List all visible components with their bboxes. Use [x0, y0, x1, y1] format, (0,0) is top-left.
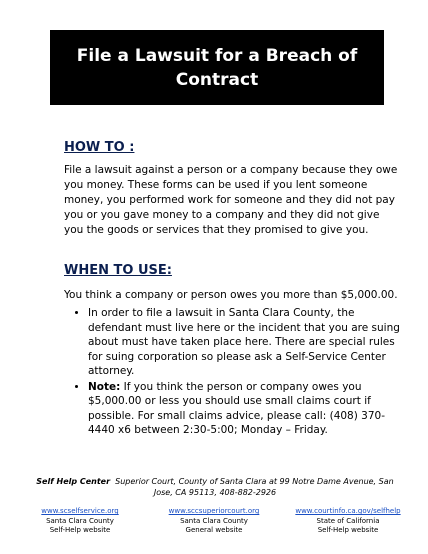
- footer-link-col-2: [149, 507, 279, 536]
- footer-link-sccsuperiorcourt[interactable]: www.sccsuperiorcourt.org: [168, 507, 260, 515]
- when-to-use-intro: You think a company or person owes you more than $5,000.00.: [64, 289, 398, 301]
- footer-link-desc-3b: Self-Help website: [317, 526, 379, 534]
- list-item: • In order to file a lawsuit in Santa Clara County, the defendant must live here or the incident that you are suing about must have taken place here. There are special rules for suing corporation so please ask a Self-Service Center attorney.: [88, 306, 404, 379]
- footer-link-desc-2: Santa Clara County: [180, 516, 248, 525]
- footer-address-block: [30, 476, 400, 498]
- footer-link-desc-1b: Self-Help website: [49, 526, 111, 534]
- when-to-use-list: [64, 306, 404, 439]
- page-title-box: [50, 30, 384, 105]
- how-to-body: File a lawsuit against a person or a company because they owe you money. These forms can be used if you lent someone money, you performed work for someone and they did not pay you or you gave money to a company and they did not give you the goods or services that they promised to give you.: [64, 164, 398, 236]
- list-item-note: [88, 380, 404, 438]
- footer-link-scselfservice[interactable]: www.scselfservice.org: [41, 507, 119, 515]
- when-to-use-heading: WHEN TO USE:: [64, 263, 172, 278]
- footer-link-courtinfo[interactable]: www.courtinfo.ca.gov/selfhelp: [295, 507, 401, 515]
- footer-brand: Self Help Center: [36, 477, 111, 486]
- footer-link-desc-2b: General website: [185, 526, 243, 534]
- how-to-heading: HOW TO :: [64, 140, 135, 155]
- page-title: File a Lawsuit for a Breach of Contract: [76, 45, 358, 90]
- footer-link-desc-3: State of California: [316, 516, 380, 525]
- footer-link-col-3: [283, 507, 413, 536]
- note-label: Note:: [88, 380, 121, 393]
- footer-link-col-1: [15, 507, 145, 536]
- footer-address: Superior Court, County of Santa Clara at 99 Notre Dame Avenue, San Jose, CA 95113, 408-882-2926: [115, 477, 394, 497]
- footer-link-desc-1: Santa Clara County: [46, 516, 114, 525]
- note-text: If you think the person or company owes you $5,000.00 or less you should use small claims court if possible. For small claims advice, please call: (408) 370-4440 x6 between 2:30-5:00; Monday – Friday.: [88, 380, 385, 436]
